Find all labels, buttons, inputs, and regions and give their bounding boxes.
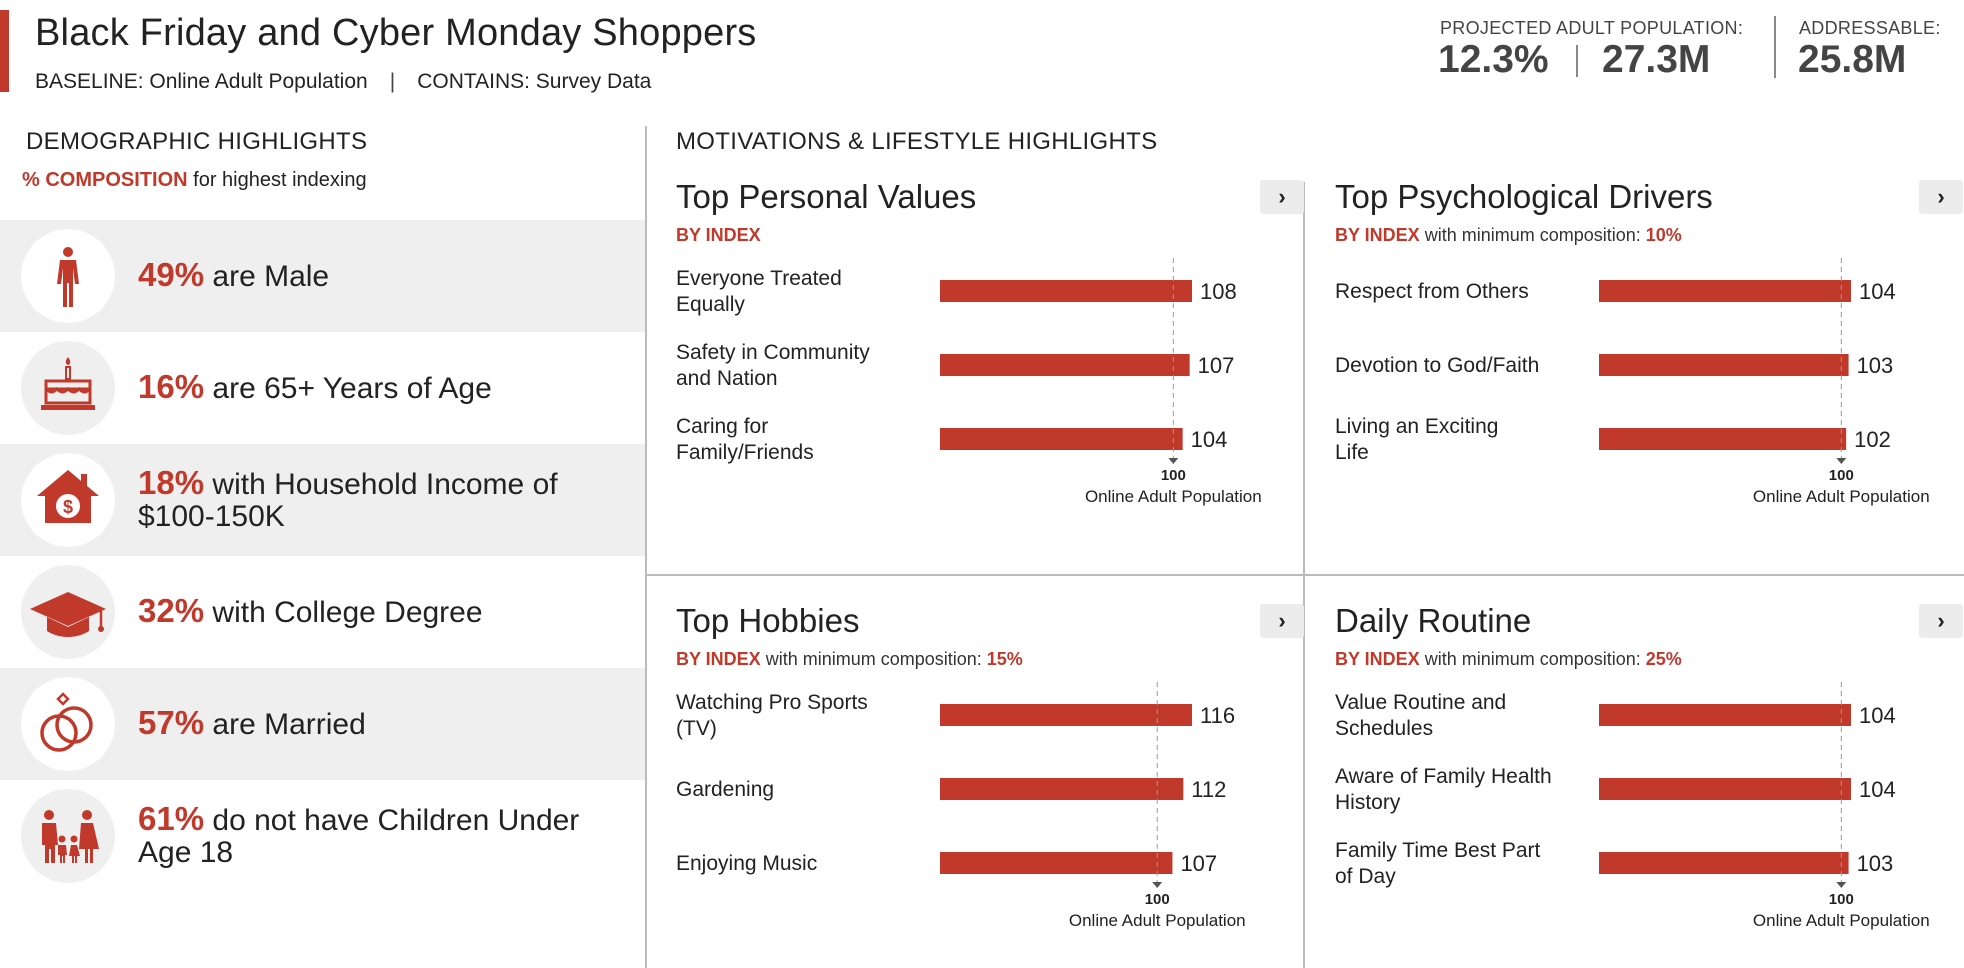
- index-bar: [940, 704, 1192, 726]
- bar-value-label: 104: [1859, 777, 1896, 802]
- chart-title: Daily Routine: [1335, 602, 1532, 639]
- header-subtitle: [35, 70, 651, 94]
- bar-value-label: 103: [1856, 353, 1894, 378]
- demographic-row: [0, 332, 645, 444]
- demographic-label: are Married: [204, 708, 366, 741]
- baseline-arrow-icon: [1836, 458, 1846, 464]
- index-bar: [940, 428, 1183, 450]
- demographic-row: [0, 220, 645, 332]
- chart-panel-daily-routine: [1335, 602, 1964, 968]
- category-label: Safety in Community and Nation: [676, 341, 870, 390]
- index-bar: [1599, 704, 1851, 726]
- demographic-label: with Household Income of $100-150K: [138, 468, 558, 533]
- bar-value-label: 107: [1197, 353, 1235, 378]
- bar-value-label: 104: [1859, 279, 1896, 304]
- chart-panel-hobbies: [676, 602, 1316, 968]
- baseline-name-label: Online Adult Population: [1752, 487, 1930, 506]
- min-composition-value: 15%: [986, 649, 1023, 669]
- category-label: Watching Pro Sports (TV): [676, 691, 868, 740]
- demographic-text: [138, 368, 625, 405]
- index-bar: [940, 354, 1190, 376]
- house-dollar-icon: [21, 453, 115, 547]
- chart-subtitle: [676, 649, 1023, 670]
- by-index-label: BY INDEX: [676, 649, 761, 669]
- demographic-row: [0, 780, 645, 892]
- chevron-right-icon: ›: [1278, 184, 1286, 209]
- demographic-text: [138, 704, 625, 741]
- demographic-row: [0, 668, 645, 780]
- header-accent-bar: [0, 10, 9, 92]
- baseline-value-label: 100: [1144, 891, 1170, 908]
- chart-title: Top Personal Values: [676, 178, 977, 215]
- bar-chart: [676, 682, 1316, 968]
- bar-value-label: 108: [1200, 279, 1237, 304]
- baseline-name-label: Online Adult Population: [1084, 487, 1262, 506]
- expand-button[interactable]: [1260, 604, 1304, 638]
- index-bar: [1599, 852, 1849, 874]
- demographic-row: [0, 444, 645, 556]
- graduation-cap-icon: [21, 565, 115, 659]
- baseline-value-label: 100: [1828, 891, 1854, 908]
- index-bar: [940, 852, 1172, 874]
- panel-divider: [645, 126, 647, 968]
- by-index-label: BY INDEX: [1335, 649, 1420, 669]
- contains-label: CONTAINS: Survey Data: [417, 70, 652, 93]
- index-bar: [1599, 778, 1851, 800]
- min-composition-value: 10%: [1645, 225, 1682, 245]
- expand-button[interactable]: [1919, 604, 1963, 638]
- min-composition-text: with minimum composition:: [760, 649, 987, 669]
- demographic-text: [138, 800, 625, 869]
- category-label: Caring for Family/Friends: [676, 415, 814, 464]
- category-label: Devotion to God/Faith: [1335, 354, 1540, 377]
- demographic-label: are 65+ Years of Age: [204, 372, 492, 405]
- index-bar: [1599, 280, 1851, 302]
- chart-subtitle: [676, 225, 761, 246]
- baseline-arrow-icon: [1168, 458, 1178, 464]
- demographic-percent: 49%: [138, 256, 205, 293]
- chevron-right-icon: ›: [1278, 608, 1286, 633]
- demographic-label: with College Degree: [204, 596, 483, 629]
- bar-chart: [676, 258, 1316, 548]
- demographics-title: DEMOGRAPHIC HIGHLIGHTS: [26, 128, 368, 155]
- by-index-label: BY INDEX: [1335, 225, 1420, 245]
- demographics-subtitle: [22, 169, 367, 192]
- by-index-label: BY INDEX: [676, 225, 761, 245]
- index-bar: [1599, 428, 1846, 450]
- svg-text:$: $: [62, 497, 74, 517]
- demographic-percent: 57%: [138, 704, 205, 741]
- bar-value-label: 107: [1180, 851, 1218, 876]
- chart-title: Top Hobbies: [676, 602, 860, 639]
- expand-button[interactable]: [1919, 180, 1963, 214]
- projected-population-label: PROJECTED ADULT POPULATION:: [1440, 18, 1744, 38]
- baseline-value-label: 100: [1828, 467, 1854, 484]
- projected-population-count: 27.3M: [1602, 38, 1711, 81]
- addressable-count: 25.8M: [1798, 38, 1907, 81]
- min-composition-text: with minimum composition:: [1419, 649, 1646, 669]
- index-bar: [940, 280, 1192, 302]
- demographic-label: do not have Children Under Age 18: [138, 804, 580, 869]
- category-label: Gardening: [676, 778, 775, 801]
- baseline-name-label: Online Adult Population: [1068, 911, 1246, 930]
- page-title: Black Friday and Cyber Monday Shoppers: [35, 12, 757, 54]
- bar-chart: [1335, 258, 1964, 548]
- demographic-percent: 16%: [138, 368, 205, 405]
- category-label: Living an Exciting Life: [1335, 415, 1499, 464]
- chevron-right-icon: ›: [1937, 184, 1945, 209]
- bar-chart: [1335, 682, 1964, 968]
- baseline-value-label: 100: [1160, 467, 1186, 484]
- stat-divider: [1576, 45, 1578, 77]
- stat-divider: [1774, 16, 1776, 78]
- demographic-percent: 61%: [138, 800, 205, 837]
- demographic-percent: 18%: [138, 464, 205, 501]
- category-label: Everyone Treated Equally: [676, 267, 842, 316]
- demographic-row: [0, 556, 645, 668]
- chart-panel-psychological-drivers: [1335, 178, 1964, 578]
- index-bar: [940, 778, 1183, 800]
- bar-value-label: 102: [1854, 427, 1891, 452]
- demographic-text: [138, 464, 625, 533]
- baseline-name-label: Online Adult Population: [1752, 911, 1930, 930]
- bar-value-label: 116: [1200, 703, 1236, 728]
- demographic-text: [138, 592, 625, 629]
- baseline-arrow-icon: [1152, 882, 1162, 888]
- wedding-rings-icon: [21, 677, 115, 771]
- motivations-title: MOTIVATIONS & LIFESTYLE HIGHLIGHTS: [676, 128, 1158, 155]
- family-icon: [21, 789, 115, 883]
- category-label: Value Routine and Schedules: [1335, 691, 1507, 740]
- chart-subtitle: [1335, 649, 1682, 670]
- expand-button[interactable]: [1260, 180, 1304, 214]
- index-bar: [1599, 354, 1849, 376]
- category-label: Respect from Others: [1335, 280, 1529, 303]
- bar-value-label: 103: [1856, 851, 1894, 876]
- projected-population-percent: 12.3%: [1438, 38, 1549, 81]
- category-label: Enjoying Music: [676, 852, 818, 875]
- composition-note: for highest indexing: [187, 169, 367, 191]
- chart-title: Top Psychological Drivers: [1335, 178, 1713, 215]
- bar-value-label: 112: [1191, 777, 1227, 802]
- min-composition-text: with minimum composition:: [1419, 225, 1646, 245]
- demographic-percent: 32%: [138, 592, 205, 629]
- category-label: Family Time Best Part of Day: [1335, 839, 1541, 888]
- baseline-label: BASELINE: Online Adult Population: [35, 70, 368, 93]
- chart-panel-personal-values: [676, 178, 1316, 578]
- demographic-text: [138, 256, 625, 293]
- male-person-icon: [21, 229, 115, 323]
- composition-label: % COMPOSITION: [22, 169, 188, 191]
- category-label: Aware of Family Health History: [1335, 765, 1552, 814]
- demographic-label: are Male: [204, 260, 330, 293]
- chevron-right-icon: ›: [1937, 608, 1945, 633]
- baseline-arrow-icon: [1836, 882, 1846, 888]
- bar-value-label: 104: [1859, 703, 1896, 728]
- bar-value-label: 104: [1190, 427, 1228, 452]
- chart-subtitle: [1335, 225, 1682, 246]
- min-composition-value: 25%: [1645, 649, 1682, 669]
- birthday-cake-icon: [21, 341, 115, 435]
- header-separator: |: [389, 70, 396, 93]
- addressable-label: ADDRESSABLE:: [1799, 18, 1941, 38]
